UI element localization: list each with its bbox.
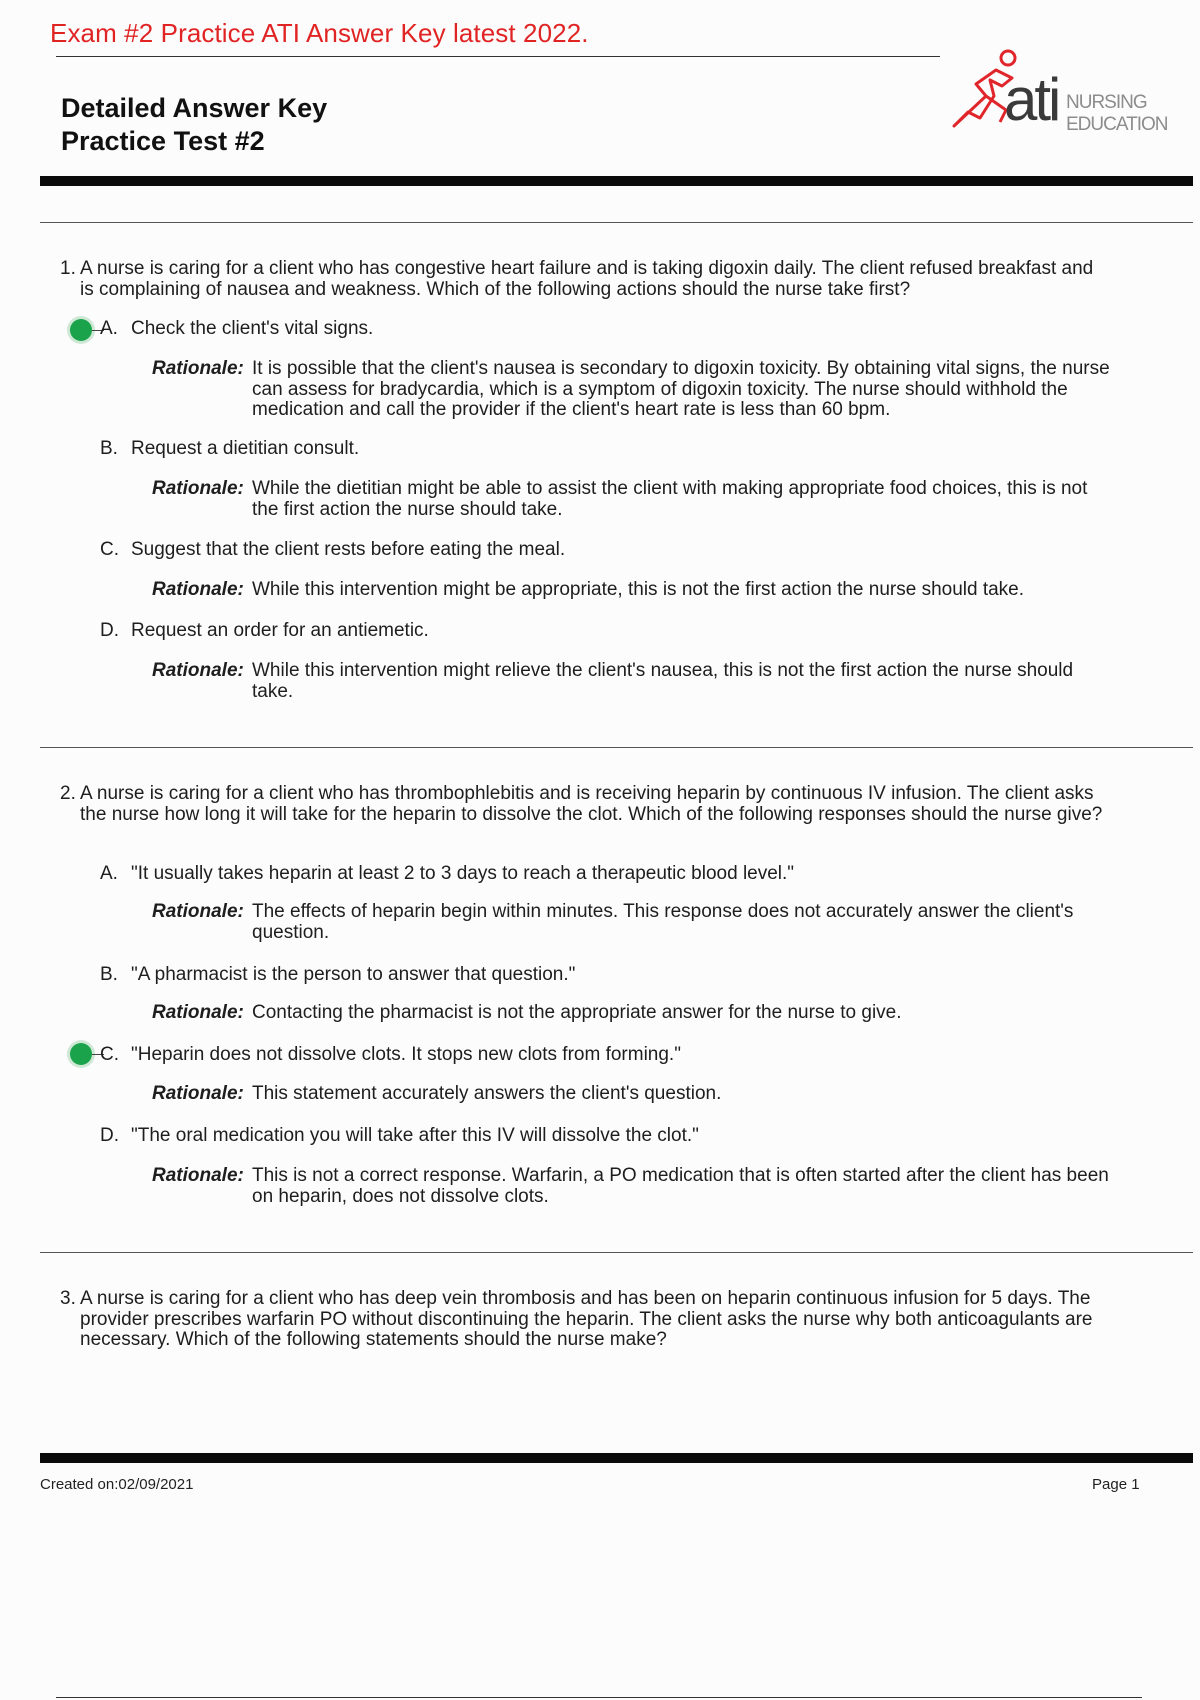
answer-key-heading xyxy=(61,92,327,158)
option-letter: A. xyxy=(100,863,118,884)
option-letter: C. xyxy=(100,539,119,560)
heading-line-2: Practice Test #2 xyxy=(61,126,265,156)
section-divider xyxy=(40,747,1193,748)
rationale-label: Rationale: xyxy=(152,1002,244,1023)
option-1a xyxy=(100,318,373,339)
rationale-1b xyxy=(152,479,1112,520)
question-stem: A nurse is caring for a client who has deep vein thrombosis and has been on heparin continuous infusion for 5 days. The provider prescribes warfarin PO without discontinuing the heparin. The client asks the nurse why both anticoagulants are necessary. Which of the following statements should the nurse make? xyxy=(80,1288,1093,1350)
option-2d xyxy=(100,1125,699,1146)
rationale-text: While the dietitian might be able to assist the client with making appropriate food choices, this is not the first action the nurse should take. xyxy=(252,478,1088,520)
correct-answer-marker-icon xyxy=(70,1043,92,1065)
rationale-text: The effects of heparin begin within minutes. This response does not accurately answer the client's question. xyxy=(252,901,1074,943)
rationale-2c xyxy=(152,1084,1112,1105)
rationale-label: Rationale: xyxy=(152,1083,244,1104)
option-1b xyxy=(100,438,359,459)
option-letter: C. xyxy=(100,1044,119,1065)
rationale-label: Rationale: xyxy=(152,660,244,681)
option-letter: D. xyxy=(100,1125,119,1146)
option-2c xyxy=(100,1044,681,1065)
section-divider xyxy=(40,1252,1193,1253)
rationale-2b xyxy=(152,1003,1112,1024)
heading-line-1: Detailed Answer Key xyxy=(61,93,328,123)
rationale-2d xyxy=(152,1166,1112,1207)
logo-subtitle-line-1: NURSING xyxy=(1066,92,1147,113)
page-number: Page 1 xyxy=(1092,1476,1140,1493)
document-title: Exam #2 Practice ATI Answer Key latest 2022. xyxy=(50,18,589,48)
ati-logo xyxy=(946,48,1166,148)
option-text: "Heparin does not dissolve clots. It stops new clots from forming." xyxy=(131,1044,681,1065)
rationale-label: Rationale: xyxy=(152,901,244,922)
bottom-rule xyxy=(56,1697,1142,1698)
correct-answer-marker-icon xyxy=(70,319,92,341)
question-3 xyxy=(60,1289,1110,1351)
rationale-text: This statement accurately answers the client's question. xyxy=(252,1083,722,1104)
rationale-label: Rationale: xyxy=(152,358,244,379)
rationale-text: This is not a correct response. Warfarin, a PO medication that is often started after the client has been on heparin, does not dissolve clots. xyxy=(252,1165,1109,1207)
question-number: 3. xyxy=(60,1288,76,1309)
option-text: "The oral medication you will take after this IV will dissolve the clot." xyxy=(131,1125,699,1146)
option-letter: B. xyxy=(100,438,118,459)
rationale-2a xyxy=(152,902,1112,943)
rationale-text: Contacting the pharmacist is not the appropriate answer for the nurse to give. xyxy=(252,1002,902,1023)
header-divider xyxy=(40,176,1193,186)
rationale-label: Rationale: xyxy=(152,478,244,499)
rationale-text: It is possible that the client's nausea is secondary to digoxin toxicity. By obtaining vital signs, the nurse can assess for bradycardia, which is a symptom of digoxin toxicity. The nurse should withhold the medication and call the provider if the client's heart rate is less than 60 bpm. xyxy=(252,358,1110,420)
logo-brand-text: ati xyxy=(1004,66,1059,133)
option-text: "A pharmacist is the person to answer that question." xyxy=(131,964,576,985)
question-1 xyxy=(60,259,1110,300)
option-text: Request a dietitian consult. xyxy=(131,438,360,459)
question-stem: A nurse is caring for a client who has congestive heart failure and is taking digoxin daily. The client refused breakfast and is complaining of nausea and weakness. Which of the following actions should the nurse take first? xyxy=(80,258,1094,300)
option-letter: A. xyxy=(100,318,118,339)
rationale-text: While this intervention might relieve the client's nausea, this is not the first action the nurse should take. xyxy=(252,660,1074,702)
title-underline xyxy=(56,56,940,57)
section-divider xyxy=(40,222,1193,223)
question-number: 2. xyxy=(60,783,76,804)
question-2 xyxy=(60,784,1110,825)
logo-subtitle-line-2: EDUCATION xyxy=(1066,114,1168,135)
rationale-text: While this intervention might be appropriate, this is not the first action the nurse should take. xyxy=(252,579,1025,600)
rationale-1d xyxy=(152,661,1112,702)
option-text: Suggest that the client rests before eating the meal. xyxy=(131,539,566,560)
option-2b xyxy=(100,964,575,985)
question-number: 1. xyxy=(60,258,76,279)
option-text: "It usually takes heparin at least 2 to 3 days to reach a therapeutic blood level." xyxy=(131,863,795,884)
logo-subtitle xyxy=(1066,92,1167,136)
option-2a xyxy=(100,863,794,884)
footer-divider xyxy=(40,1453,1193,1463)
rationale-label: Rationale: xyxy=(152,1165,244,1186)
option-letter: B. xyxy=(100,964,118,985)
question-stem: A nurse is caring for a client who has thrombophlebitis and is receiving heparin by continuous IV infusion. The client asks the nurse how long it will take for the heparin to dissolve the clot. Which of the following responses should the nurse give? xyxy=(80,783,1103,825)
option-text: Request an order for an antiemetic. xyxy=(131,620,429,641)
created-date: Created on:02/09/2021 xyxy=(40,1476,194,1493)
rationale-1a xyxy=(152,359,1112,421)
option-1d xyxy=(100,620,429,641)
option-letter: D. xyxy=(100,620,119,641)
rationale-1c xyxy=(152,580,1112,601)
option-1c xyxy=(100,539,565,560)
rationale-label: Rationale: xyxy=(152,579,244,600)
option-text: Check the client's vital signs. xyxy=(131,318,374,339)
